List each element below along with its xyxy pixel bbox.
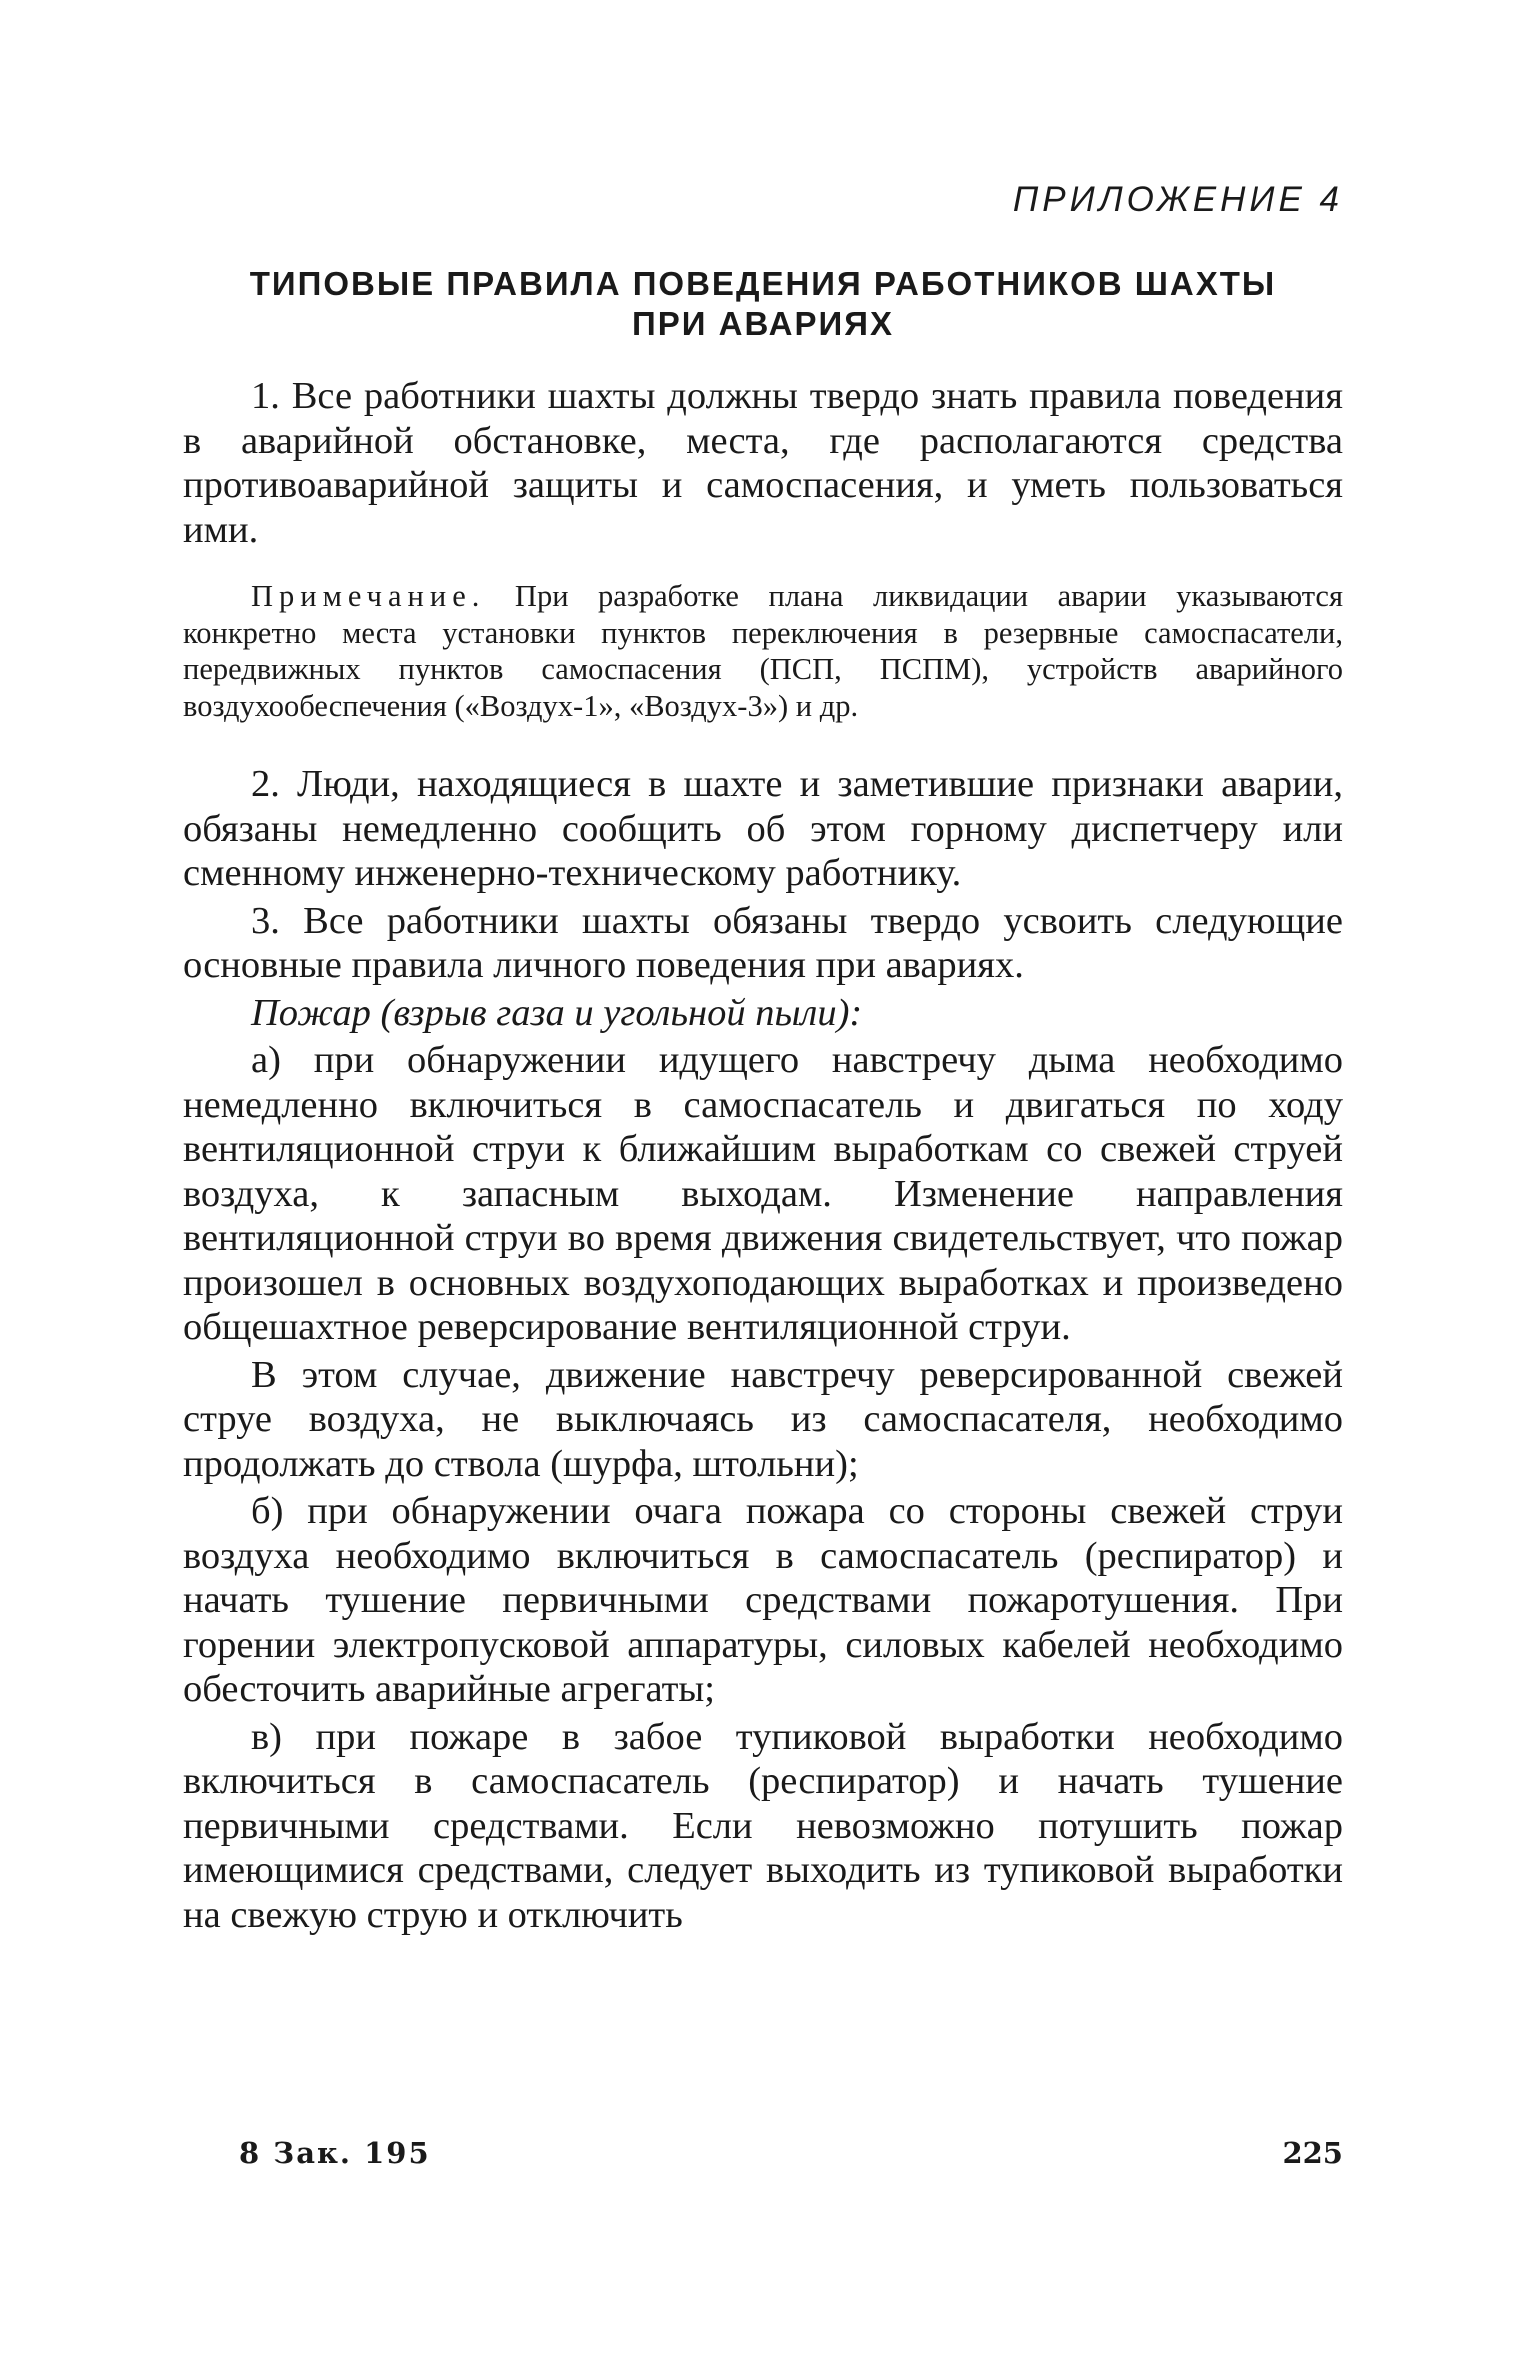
note-label: Примечание. [251,579,486,613]
paragraph-2: 2. Люди, находящиеся в шахте и заметившие признаки аварии, обязаны немедленно сообщить об этом горному диспетчеру или сменному инженерно-техническому работнику. [183,763,1343,894]
item-c: в) при пожаре в забое тупиковой выработки необходимо включиться в самоспасатель (респиратор) и начать тушение первичными средствами. Если невозможно потушить пожар имеющимися средствами, следует выходить из тупиковой выработки на свежую струю и отключить [183,1715,1343,1936]
document-page [183,180,1344,2170]
print-order-number: 8 Зак. 195 [239,2136,431,2170]
appendix-label: ПРИЛОЖЕНИЕ 4 [1012,180,1343,219]
fire-heading: Пожар (взрыв газа и угольной пыли): [251,991,863,1034]
title-line-2: ПРИ АВАРИЯХ [632,305,894,342]
page-number: 225 [1282,2136,1343,2170]
note-text: При разработке плана ликвидации аварии указываются конкретно места установки пунктов переключения в резервные самоспасатели, передвижных пунктов самоспасения (ПСП, ПСПМ), устройств аварийного воздухообеспечения («Воздух-1», «Воздух-3») и др. [183,579,1344,723]
item-b: б) при обнаружении очага пожара со стороны свежей струи воздуха необходимо включиться в самоспасатель (респиратор) и начать тушение первичными средствами пожаротушения. При горении электропусковой аппаратуры, силовых кабелей необходимо обесточить аварийные агрегаты; [183,1490,1343,1710]
title-line-1: ТИПОВЫЕ ПРАВИЛА ПОВЕДЕНИЯ РАБОТНИКОВ ШАХТЫ [249,265,1277,302]
note [183,578,1343,724]
paragraph-1: 1. Все работники шахты должны твердо знать правила поведения в аварийной обстановке, места, где располагаются средства противоаварийной защиты и самоспасения, и уметь пользоваться ими. [183,375,1343,551]
document-title [183,264,1343,344]
item-a-continuation: В этом случае, движение навстречу реверсированной свежей струе воздуха, не выключаясь из самоспасателя, необходимо продолжать до ствола (шурфа, штольни); [183,1353,1343,1485]
paragraph-3: 3. Все работники шахты обязаны твердо усвоить следующие основные правила личного поведения при авариях. [183,899,1343,986]
item-a: а) при обнаружении идущего навстречу дыма необходимо немедленно включиться в самоспасатель и двигаться по ходу вентиляционной струи к ближайшим выработкам со свежей струей воздуха, к запасным выходам. Изменение направления вентиляционной струи во время движения свидетельствует, что пожар произошел в основных воздухоподающих выработках и произведено общешахтное реверсирование вентиляционной струи. [183,1039,1343,1348]
